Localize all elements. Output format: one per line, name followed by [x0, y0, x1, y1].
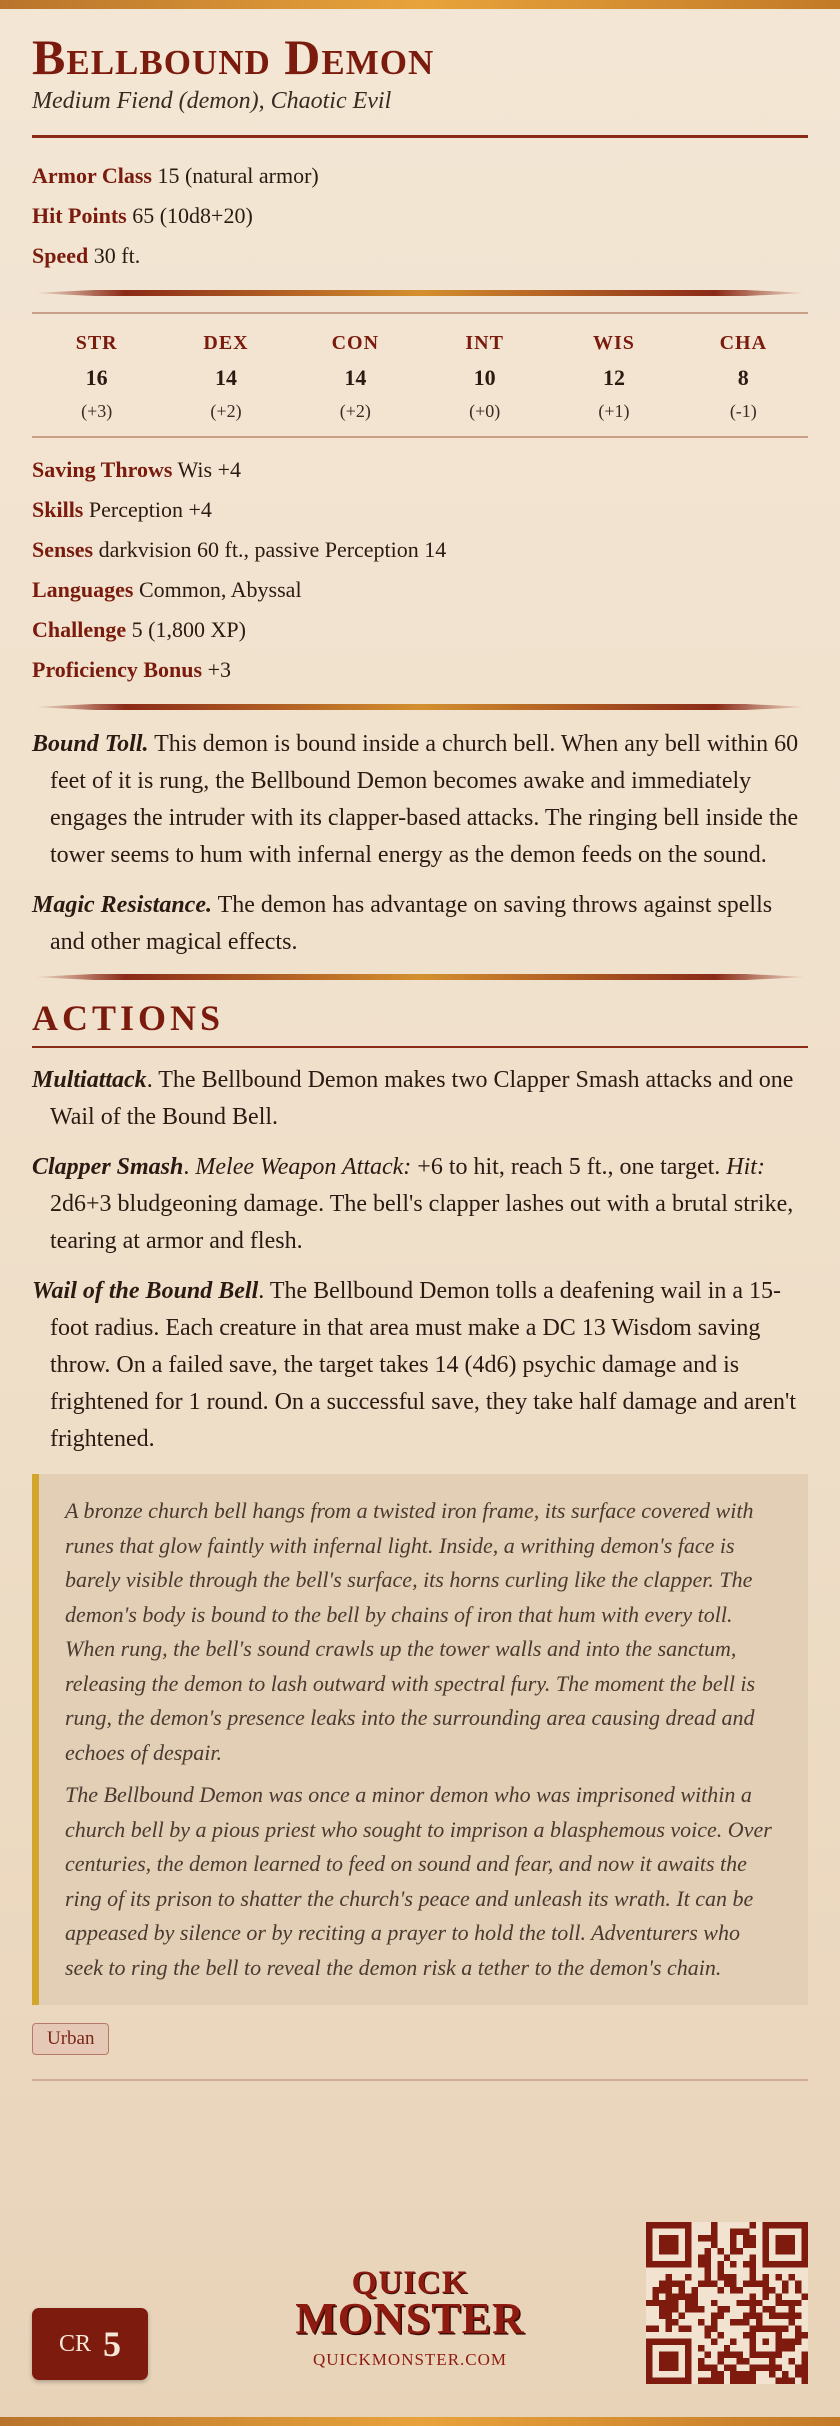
ability-score: 16: [85, 365, 108, 390]
skills-label: Skills: [32, 497, 84, 522]
ability-name: INT: [465, 332, 504, 354]
challenge-value: 5 (1,800 XP): [131, 617, 246, 642]
challenge: [32, 610, 808, 650]
ability-name: CHA: [719, 332, 768, 354]
actions-heading: ACTIONS: [32, 998, 225, 1038]
action-separator: .: [183, 1154, 196, 1180]
hit-label: Hit:: [726, 1154, 765, 1180]
hit-points: [32, 196, 808, 236]
proficiency-bonus: [32, 650, 808, 690]
tapered-divider: [32, 704, 808, 710]
ability-modifier: (+1): [598, 401, 630, 421]
ability-wis: [549, 326, 678, 426]
ability-name: WIS: [593, 332, 635, 354]
trait-bound-toll: [32, 726, 808, 874]
proficiency-bonus-label: Proficiency Bonus: [32, 657, 203, 682]
ability-modifier: (-1): [729, 401, 757, 421]
top-border: [0, 0, 840, 9]
tapered-divider: [32, 974, 808, 980]
lore-paragraph: The Bellbound Demon was once a minor demon who was imprisoned within a church bell by a pious priest who sought to imprison a blasphemous voice. Over centuries, the demon learned to feed on sound and fear, and now it awaits the ring of its prison to shatter the church's peace and unleash its wrath. It can be appeased by silence or by reciting a prayer to hold the toll. Adventurers who seek to ring the bell to reveal the demon risk a tether to the demon's chain.: [65, 1782, 772, 1980]
logo-line-1: QUICK: [351, 2265, 469, 2301]
divider: [32, 1046, 808, 1048]
languages: [32, 570, 808, 610]
challenge-label: Challenge: [32, 617, 127, 642]
senses-label: Senses: [32, 537, 94, 562]
action-name: Clapper Smash: [32, 1154, 184, 1180]
bottom-border: [0, 2417, 840, 2426]
armor-class: [32, 156, 808, 196]
trait-text: The demon has advantage on saving throws against spells and other magical effects.: [50, 892, 773, 955]
languages-value: Common, Abyssal: [138, 577, 302, 602]
action-name: Wail of the Bound Bell: [32, 1278, 259, 1304]
ability-str: [32, 326, 161, 426]
tapered-divider: [32, 290, 808, 296]
logo-url[interactable]: QUICKMONSTER.COM: [312, 2350, 508, 2369]
ability-con: [291, 326, 420, 426]
hit-points-label: Hit Points: [32, 203, 127, 228]
trait-text: This demon is bound inside a church bell. When any bell within 60 feet of it is rung, the Bellbound Demon becomes awake and immediately engages the intruder with its clapper-based attacks. The ringing bell inside the tower seems to hum with infernal energy as the demon feeds on the sound.: [50, 731, 799, 868]
languages-label: Languages: [32, 577, 134, 602]
stat-block: [32, 28, 808, 2081]
trait-name: Magic Resistance.: [32, 892, 212, 918]
speed-value: 30 ft.: [93, 243, 141, 268]
armor-class-value: 15 (natural armor): [157, 163, 319, 188]
qr-code-icon[interactable]: [646, 2222, 808, 2384]
skills: [32, 490, 808, 530]
cr-label: CR: [58, 2330, 91, 2357]
senses-value: darkvision 60 ft., passive Perception 14: [98, 537, 447, 562]
ability-int: [420, 326, 549, 426]
ability-score: 12: [602, 365, 625, 390]
ability-score: 8: [737, 365, 749, 390]
action-clapper-smash: [32, 1149, 808, 1260]
ability-score: 14: [214, 365, 237, 390]
attack-text: +6 to hit, reach 5 ft., one target.: [411, 1154, 727, 1180]
speed-label: Speed: [32, 243, 89, 268]
trait-magic-resistance: [32, 887, 808, 961]
monster-name: Bellbound Demon: [32, 29, 435, 85]
trait-name: Bound Toll.: [32, 731, 149, 757]
ability-modifier: (+2): [339, 401, 371, 421]
ability-name: CON: [331, 332, 380, 354]
action-multiattack: [32, 1062, 808, 1136]
ability-modifier: (+3): [81, 401, 113, 421]
logo-line-2: MONSTER: [295, 2294, 525, 2343]
action-name: Multiattack: [32, 1067, 147, 1093]
ability-modifier: (+2): [210, 401, 242, 421]
armor-class-label: Armor Class: [32, 163, 152, 188]
attack-type: Melee Weapon Attack:: [195, 1154, 412, 1180]
ability-score: 10: [473, 365, 496, 390]
environment-tag[interactable]: Urban: [32, 2023, 109, 2055]
ability-name: STR: [75, 332, 118, 354]
action-text: . The Bellbound Demon makes two Clapper Smash attacks and one Wail of the Bound Bell.: [50, 1067, 794, 1130]
footer-divider: [32, 2079, 808, 2081]
saving-throws-value: Wis +4: [177, 457, 241, 482]
speed: [32, 236, 808, 276]
action-wail: [32, 1273, 808, 1458]
lore-paragraph: A bronze church bell hangs from a twisted iron frame, its surface covered with runes that glow faintly with infernal light. Inside, a writhing demon's face is barely visible through the bell's surface, its horns curling like the clapper. The demon's body is bound to the bell by chains of iron that hum with every toll. When rung, the bell's sound crawls up the tower walls and into the sanctum, releasing the demon to lash outward with spectral fury. The moment the bell is rung, the demon's presence leaks into the surrounding area causing dread and echoes of despair.: [65, 1498, 756, 1765]
ability-modifier: (+0): [469, 401, 501, 421]
challenge-rating-badge: [32, 2308, 148, 2380]
hit-points-value: 65 (10d8+20): [132, 203, 253, 228]
ability-name: DEX: [203, 332, 249, 354]
cr-value: 5: [103, 2324, 121, 2364]
skills-value: Perception +4: [88, 497, 212, 522]
action-text: . The Bellbound Demon tolls a deafening wail in a 15-foot radius. Each creature in that area must make a DC 13 Wisdom saving throw. On a failed save, the target takes 14 (4d6) psychic damage and is frightened for 1 round. On a successful save, they take half damage and aren't frightened.: [50, 1278, 797, 1452]
monster-type: Medium Fiend (demon), Chaotic Evil: [32, 88, 392, 114]
ability-scores: [32, 314, 808, 436]
senses: [32, 530, 808, 570]
divider: [32, 135, 808, 138]
hit-text: 2d6+3 bludgeoning damage. The bell's clapper lashes out with a brutal strike, tearing at armor and flesh.: [50, 1191, 794, 1254]
lore-box: [32, 1474, 808, 2005]
thin-divider: [32, 436, 808, 438]
quickmonster-logo[interactable]: [290, 2265, 530, 2370]
proficiency-bonus-value: +3: [207, 657, 232, 682]
saving-throws-label: Saving Throws: [32, 457, 173, 482]
saving-throws: [32, 450, 808, 490]
ability-score: 14: [344, 365, 367, 390]
ability-cha: [679, 326, 808, 426]
ability-dex: [161, 326, 290, 426]
